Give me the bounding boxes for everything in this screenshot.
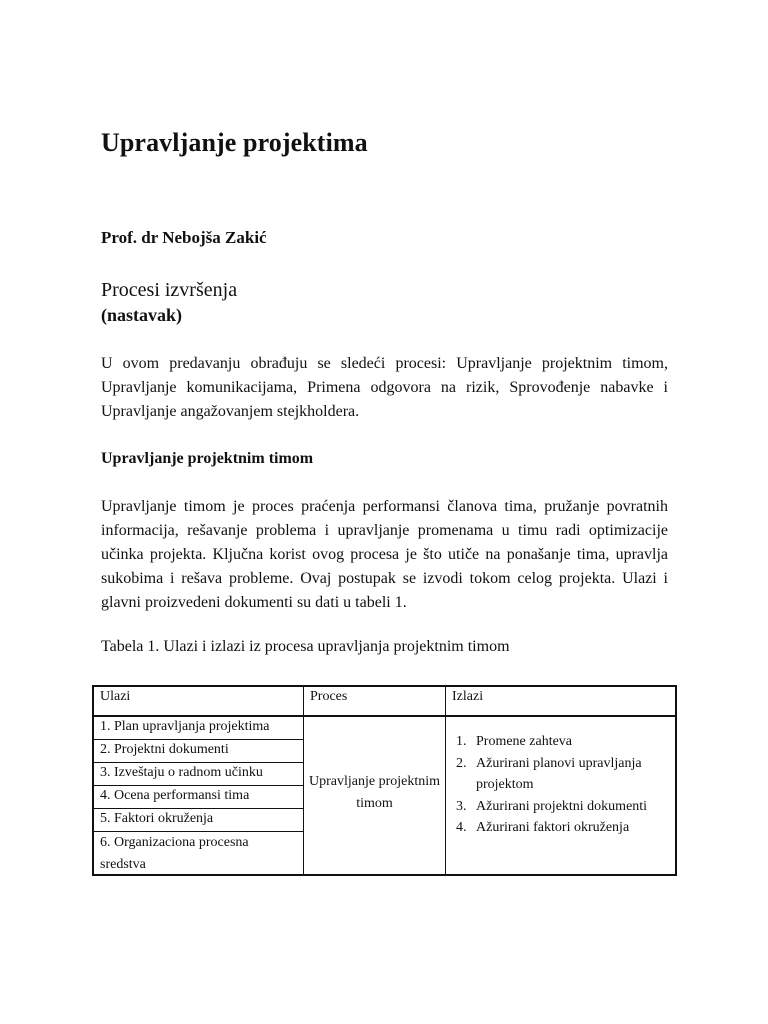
document-title: Upravljanje projektima [101,128,368,157]
header-inputs: Ulazi [94,687,303,717]
header-process: Proces [304,687,445,717]
output-number: 1. [456,734,467,749]
output-number: 3. [456,798,467,814]
input-item: 4. Ocena performansi tima [94,786,303,809]
output-number: 2. [456,755,467,771]
input-item: 5. Faktori okruženja [94,809,303,832]
intro-paragraph: U ovom predavanju obrađuju se sledeći procesi: Upravljanje projektnim timom, Upravljanje komunikacijama, Primena odgovora na rizik, Sprovođenje nabavke i Upravljanje angažovanjem stejkholdera. [101,355,668,420]
output-item [456,817,671,839]
output-item [456,796,671,818]
process-column [304,687,446,874]
outputs-list [456,731,671,839]
subsection-heading: Upravljanje projektnim timom [101,450,314,467]
input-item: 6. Organizaciona procesna sredstva [100,835,249,872]
body-paragraph: Upravljanje timom je proces praćenja performansi članova tima, pružanje povratnih informacija, rešavanje problema i upravljanje promenama u timu radi optimizacije učinka projekta. Ključna korist ovog procesa je što utiče na ponašanje tima, upravlja sukobima i rešava probleme. Ovaj postupak se izvodi tokom celog projekta. Ulazi i glavni proizvedeni dokumenti su dati u tabeli 1. [101,498,668,611]
process-table [92,685,677,876]
output-text: Ažurirani projektni dokumenti [476,798,648,814]
input-item: 3. Izveštaju o radnom učinku [94,763,303,786]
output-item [456,731,671,753]
output-number: 4. [456,820,467,835]
input-item: 1. Plan upravljanja projektima [94,717,303,740]
section-title: Procesi izvršenja [101,279,238,301]
output-text: Ažurirani planovi upravljanja projektom [476,755,642,792]
header-outputs: Izlazi [446,687,675,717]
process-name: Upravljanje projektnim timom [308,774,441,811]
outputs-column [446,687,675,874]
output-text: Promene zahteva [476,734,573,749]
input-item: 2. Projektni dokumenti [94,740,303,763]
output-item [456,753,671,796]
output-text: Ažurirani faktori okruženja [476,820,630,835]
section-subtitle: (nastavak) [101,305,183,325]
table-caption: Tabela 1. Ulazi i izlazi iz procesa upravljanja projektnim timom [101,638,510,655]
inputs-column [94,687,304,874]
author-name: Prof. dr Nebojša Zakić [101,228,267,247]
